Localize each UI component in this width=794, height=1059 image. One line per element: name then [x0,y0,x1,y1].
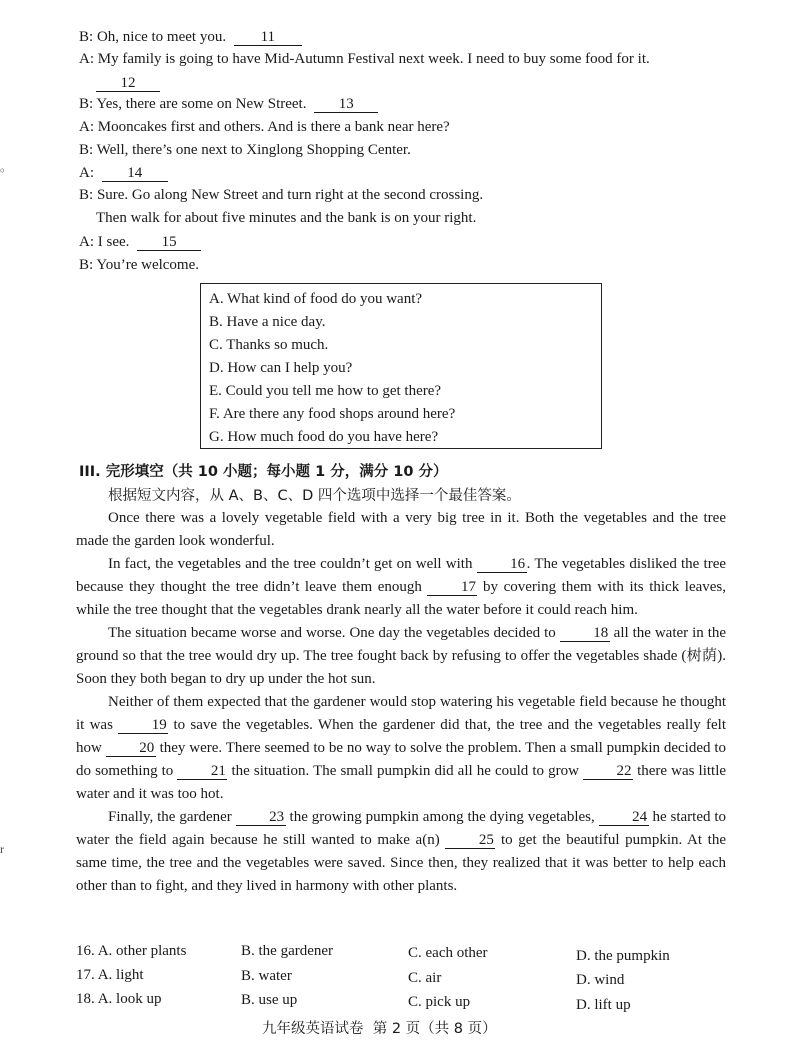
paragraph-1: Once there was a lovely vegetable field with a very big tree in it. Both the vegetables and the tree made the garden look wonderful. [76,510,726,549]
question-17-option-b[interactable]: B. water [241,968,292,984]
dialogue-line-11 [79,27,302,47]
speaker-label: B: [79,257,94,273]
dialogue-text: Sure. Go along New Street and turn right at the second crossing. [96,187,484,203]
option-a: A. What kind of food do you want? [209,291,423,307]
question-17-option-c[interactable]: C. air [408,970,442,986]
speaker-label: A: [79,51,94,67]
speaker-label: A: [79,165,94,181]
question-16-option-c[interactable]: C. each other [408,945,488,961]
option-b: B. Have a nice day. [209,314,326,330]
question-17-number: 17. A. light [76,967,144,983]
speaker-label: B: [79,29,94,45]
section-instruction: 根据短文内容，从 A、B、C、D 四个选项中选择一个最佳答案。 [108,488,521,504]
dialogue-line [79,255,199,275]
question-18-option-c[interactable]: C. pick up [408,994,471,1010]
answer-blank-13[interactable]: 13 [314,96,378,113]
question-16-number: 16. A. other plants [76,943,187,959]
dialogue-line [79,49,650,69]
speaker-label: A: [79,119,94,135]
cloze-passage [76,507,726,898]
answer-blank-18[interactable]: 18 [560,625,610,642]
option-f: F. Are there any food shops around here? [209,406,456,422]
dialogue-text: I see. [97,234,130,250]
dialogue-line-14 [79,163,168,183]
paragraph-3: The situation became worse and worse. One day the vegetables decided to 18 all the water in the ground so that the tree would dry up. The tree fought back by refusing to offer the vegetables shade (树荫). Soon they both began to dry up under the hot sun. [76,625,727,687]
margin-mark: 。 [0,160,13,174]
answer-blank-12[interactable]: 12 [96,75,160,92]
speaker-label: B: [79,187,94,203]
option-d: D. How can I help you? [209,360,353,376]
speaker-label: B: [79,96,94,112]
answer-blank-23[interactable]: 23 [236,809,286,826]
dialogue-line [79,140,411,160]
answer-blank-11[interactable]: 11 [234,29,302,46]
option-e: E. Could you tell me how to get there? [209,383,442,399]
question-16-option-d[interactable]: D. the pumpkin [576,948,670,964]
dialogue-line-13 [79,94,378,114]
options-box [200,283,602,449]
section-title: III. 完形填空（共 10 小题；每小题 1 分，满分 10 分） [79,464,448,480]
answer-blank-22[interactable]: 22 [583,763,633,780]
speaker-label: B: [79,142,94,158]
question-16-option-a[interactable]: A. other plants [97,943,187,959]
dialogue-line-12 [96,73,160,93]
question-17-option-a[interactable]: A. light [97,967,144,983]
dialogue-line [79,185,483,205]
question-18-number: 18. A. look up [76,991,162,1007]
dialogue-text: You’re welcome. [96,257,200,273]
page-footer: 九年级英语试卷 第 2 页（共 8 页） [262,1021,497,1037]
dialogue-text: Oh, nice to meet you. [96,29,227,45]
option-c: C. Thanks so much. [209,337,329,353]
answer-blank-16[interactable]: 16 [477,556,527,573]
margin-mark: r [0,842,4,856]
dialogue-text: My family is going to have Mid-Autumn Festival next week. I need to buy some food for it. [97,51,650,67]
dialogue-line-15 [79,232,201,252]
answer-blank-19[interactable]: 19 [118,717,168,734]
answer-blank-25[interactable]: 25 [445,832,495,849]
paragraph-5: Finally, the gardener 23 the growing pumpkin among the dying vegetables, 24 he started to water the field again because he still wanted to make a(n) 25 to get the beautiful pumpkin. At the same time, the tree and the vegetables were saved. Since then, they realized that it was better to help each other than to fight, and they lived in harmony with other plants. [76,809,727,894]
question-18-option-b[interactable]: B. use up [241,992,298,1008]
option-g: G. How much food do you have here? [209,429,439,445]
paragraph-4: Neither of them expected that the gardener would stop watering his vegetable field because he thought it was 19 to save the vegetables. When the gardener did that, the tree and the vegetables really felt how 20 they were. There seemed to be no way to solve the problem. Then a small pumpkin decided to do something to 21 the situation. The small pumpkin did all he could to grow 22 there was little water and it was too hot. [76,694,727,802]
question-18-option-a[interactable]: A. look up [97,991,162,1007]
answer-blank-14[interactable]: 14 [102,165,168,182]
dialogue-line [96,208,476,228]
question-18-option-d[interactable]: D. lift up [576,997,631,1013]
paragraph-2: In fact, the vegetables and the tree couldn’t get on well with 16 . The vegetables disliked the tree because they thought the tree didn’t leave them enough 17 by covering them with its thick leaves, while the tree thought that the vegetables drank nearly all the water before it could reach him. [76,556,727,618]
dialogue-line [79,117,450,137]
question-16-option-b[interactable]: B. the gardener [241,943,334,959]
dialogue-text: Well, there’s one next to Xinglong Shopping Center. [96,142,411,158]
answer-blank-20[interactable]: 20 [106,740,156,757]
answer-blank-17[interactable]: 17 [427,579,477,596]
dialogue-text: Yes, there are some on New Street. [96,96,307,112]
answer-blank-21[interactable]: 21 [177,763,227,780]
question-17-option-d[interactable]: D. wind [576,972,625,988]
dialogue-text: Mooncakes first and others. And is there a bank near here? [97,119,450,135]
speaker-label: A: [79,234,94,250]
dialogue-text: Then walk for about five minutes and the bank is on your right. [96,210,477,226]
answer-blank-24[interactable]: 24 [599,809,649,826]
answer-blank-15[interactable]: 15 [137,234,201,251]
